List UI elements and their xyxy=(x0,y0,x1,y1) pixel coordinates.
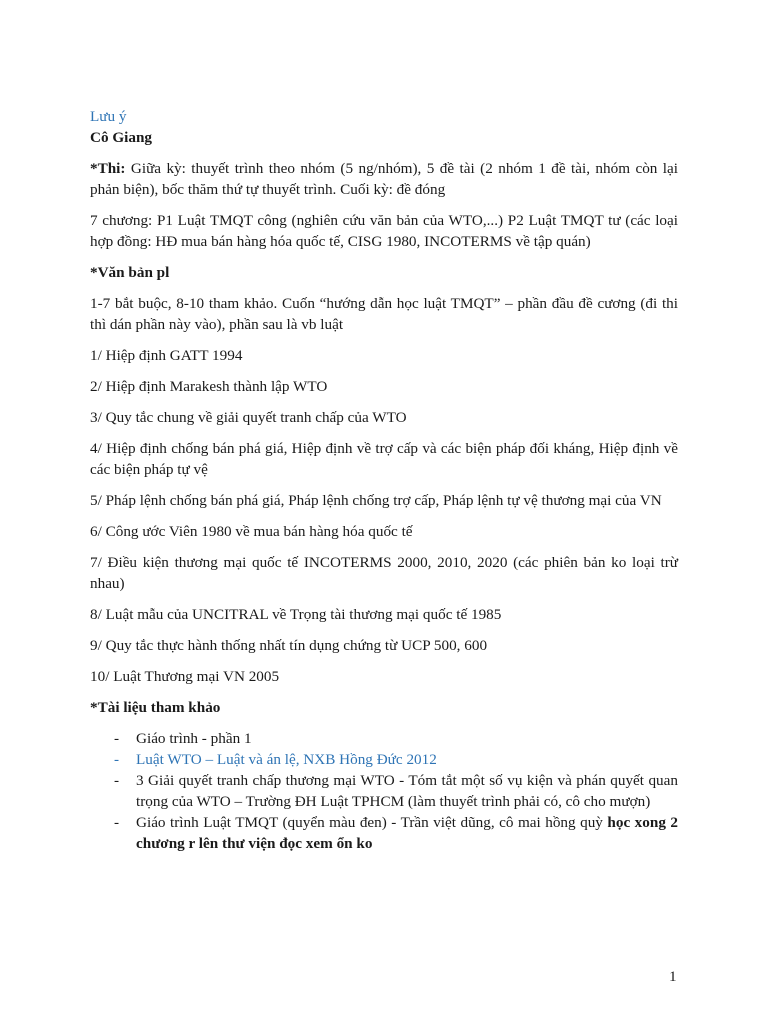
list-dash: - xyxy=(114,730,120,747)
reference-item-link[interactable] xyxy=(90,749,678,770)
reference-text: 3 Giải quyết tranh chấp thương mại WTO - Tóm tắt một số vụ kiện và phán quyết quan trọng của WTO – Trường ĐH Luật TPHCM (làm thuyết trình phải có, cô cho mượn) xyxy=(136,772,678,810)
reference-note: học xong 2 chương r lên thư viện đọc xem ổn ko xyxy=(136,814,679,852)
legal-doc-item: 1/ Hiệp định GATT 1994 xyxy=(90,347,243,364)
list-dash: - xyxy=(114,814,120,831)
legal-doc-item: 7/ Điều kiện thương mại quốc tế INCOTERMS 2000, 2010, 2020 (các phiên bản ko loại trừ nhau) xyxy=(90,554,678,592)
reference-item xyxy=(90,812,678,854)
legal-doc-item: 4/ Hiệp định chống bán phá giá, Hiệp định về trợ cấp và các biện pháp đối kháng, Hiệp định về các biện pháp tự vệ xyxy=(90,440,678,478)
reference-text: Giáo trình - phần 1 xyxy=(136,730,252,747)
reference-item xyxy=(90,770,678,812)
legal-doc-item: 8/ Luật mẫu của UNCITRAL về Trọng tài thương mại quốc tế 1985 xyxy=(90,606,502,623)
legal-doc-item: 5/ Pháp lệnh chống bán phá giá, Pháp lệnh chống trợ cấp, Pháp lệnh tự vệ thương mại của VN xyxy=(90,492,662,509)
legal-doc-item: 2/ Hiệp định Marakesh thành lập WTO xyxy=(90,378,328,395)
legal-doc-item: 10/ Luật Thương mại VN 2005 xyxy=(90,668,280,685)
note-label: Lưu ý xyxy=(90,108,127,125)
teacher-name: Cô Giang xyxy=(90,129,153,146)
exam-text: Giữa kỳ: thuyết trình theo nhóm (5 ng/nhóm), 5 đề tài (2 nhóm 1 đề tài, nhóm còn lại phản biện), bốc thăm thứ tự thuyết trình. Cuối kỳ: đề đóng xyxy=(90,160,678,198)
page-number: 1 xyxy=(669,968,677,985)
legal-doc-item: 6/ Công ước Viên 1980 về mua bán hàng hóa quốc tế xyxy=(90,523,413,540)
legal-doc-item: 3/ Quy tắc chung về giải quyết tranh chấp của WTO xyxy=(90,409,407,426)
references-heading: *Tài liệu tham khảo xyxy=(90,699,221,716)
legal-docs-heading: *Văn bản pl xyxy=(90,264,170,281)
document-page xyxy=(90,106,678,854)
list-dash: - xyxy=(114,751,120,768)
legal-docs-intro: 1-7 bắt buộc, 8-10 tham khảo. Cuốn “hướng dẫn học luật TMQT” – phần đầu đề cương (đi thi thì dán phần này vào), phần sau là vb luật xyxy=(90,295,678,333)
chapters-paragraph: 7 chương: P1 Luật TMQT công (nghiên cứu văn bản của WTO,...) P2 Luật TMQT tư (các loại hợp đồng: HĐ mua bán hàng hóa quốc tế, CISG 1980, INCOTERMS về tập quán) xyxy=(90,212,678,250)
exam-paragraph xyxy=(90,158,678,200)
reference-item xyxy=(90,728,678,749)
list-dash: - xyxy=(114,772,120,789)
legal-doc-item: 9/ Quy tắc thực hành thống nhất tín dụng chứng từ UCP 500, 600 xyxy=(90,637,488,654)
reference-text: Giáo trình Luật TMQT (quyển màu đen) - Trần việt dũng, cô mai hồng quỳ xyxy=(136,814,608,831)
reference-link-text[interactable]: Luật WTO – Luật và án lệ, NXB Hồng Đức 2012 xyxy=(136,751,437,768)
references-list xyxy=(90,728,678,854)
exam-label: *Thi: xyxy=(90,160,126,177)
